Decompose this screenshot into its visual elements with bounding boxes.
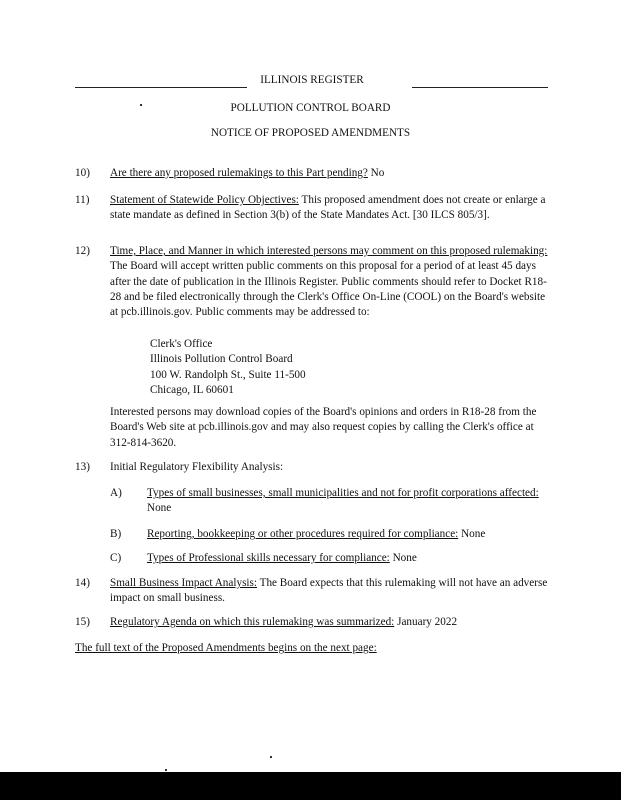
item-11-body — [110, 193, 550, 224]
item-13a-answer: None — [147, 502, 172, 515]
item-13c-letter: C) — [110, 552, 122, 564]
item-13-heading: Initial Regulatory Flexibility Analysis: — [110, 461, 284, 473]
item-15-heading: Regulatory Agenda on which this rulemaking was summarized: — [110, 616, 395, 628]
item-11-heading: Statement of Statewide Policy Objectives: — [110, 194, 299, 206]
item-13c-body — [147, 551, 547, 566]
item-13b-body — [147, 527, 567, 542]
clerk-address — [150, 337, 306, 398]
address-line-4: Chicago, IL 60601 — [150, 383, 234, 396]
item-11-text: This proposed amendment does not create or enlarge a state mandate as defined in Section 3(b) of the State Mandates Act. [30 ILCS 805/3]. — [110, 194, 546, 222]
item-13b-heading: Reporting, bookkeeping or other procedures required for compliance: — [147, 528, 459, 540]
item-13a-letter: A) — [110, 487, 122, 499]
item-13c-heading: Types of Professional skills necessary for compliance: — [147, 552, 390, 564]
item-12-followup: Interested persons may download copies of the Board's opinions and orders in R18-28 from the Board's Web site at pcb.illinois.gov and may also request copies by calling the Clerk's office at 312-814-3620. — [110, 406, 537, 449]
item-14-number: 14) — [75, 577, 90, 589]
item-10-heading: Are there any proposed rulemakings to this Part pending? — [110, 167, 368, 179]
notice-title: NOTICE OF PROPOSED AMENDMENTS — [210, 127, 411, 139]
item-10-answer: No — [370, 167, 385, 179]
next-page-notice: The full text of the Proposed Amendments begins on the next page: — [75, 642, 377, 654]
item-14-heading: Small Business Impact Analysis: — [110, 577, 257, 589]
header-rule-right — [412, 87, 548, 88]
item-13a-heading: Types of small businesses, small municipalities and not for profit corporations affected: — [147, 487, 539, 499]
item-13b-letter: B) — [110, 528, 122, 540]
item-10-body — [110, 166, 550, 181]
address-line-3: 100 W. Randolph St., Suite 11-500 — [150, 368, 306, 381]
address-line-1: Clerk's Office — [150, 338, 213, 350]
item-11-number: 11) — [75, 194, 90, 206]
scan-bottom-border — [0, 772, 621, 800]
item-13-body — [110, 460, 550, 475]
header-rule-left — [75, 87, 247, 88]
item-14-text: The Board expects that this rulemaking will not have an adverse impact on small business. — [110, 577, 548, 605]
item-14-body — [110, 576, 550, 607]
item-15-text: January 2022 — [397, 616, 458, 628]
register-title: ILLINOIS REGISTER — [260, 74, 364, 86]
item-12-heading: Time, Place, and Manner in which interested persons may comment on this proposed rulemaking: — [110, 245, 548, 257]
scan-speck — [140, 104, 142, 106]
scan-speck — [270, 756, 272, 758]
item-13a-body — [147, 486, 547, 517]
item-10-number: 10) — [75, 167, 90, 179]
item-15-number: 15) — [75, 616, 90, 628]
item-13-number: 13) — [75, 461, 90, 473]
address-line-2: Illinois Pollution Control Board — [150, 353, 293, 366]
item-12-body — [110, 244, 550, 320]
item-15-body — [110, 615, 550, 630]
scan-speck — [165, 769, 167, 771]
agency-title: POLLUTION CONTROL BOARD — [230, 102, 391, 114]
item-13b-answer: None — [461, 528, 486, 540]
item-12-text: The Board will accept written public comments on this proposal for a period of at least 45 days after the date of publication in the Illinois Register. Public comments should refer to Docket R18-28 and be filed electronically through the Clerk's Office On-Line (COOL) on the Board's website at pcb.illinois.gov. Public comments may be addressed to: — [110, 260, 547, 319]
item-13c-answer: None — [392, 552, 417, 564]
item-12-number: 12) — [75, 245, 90, 257]
